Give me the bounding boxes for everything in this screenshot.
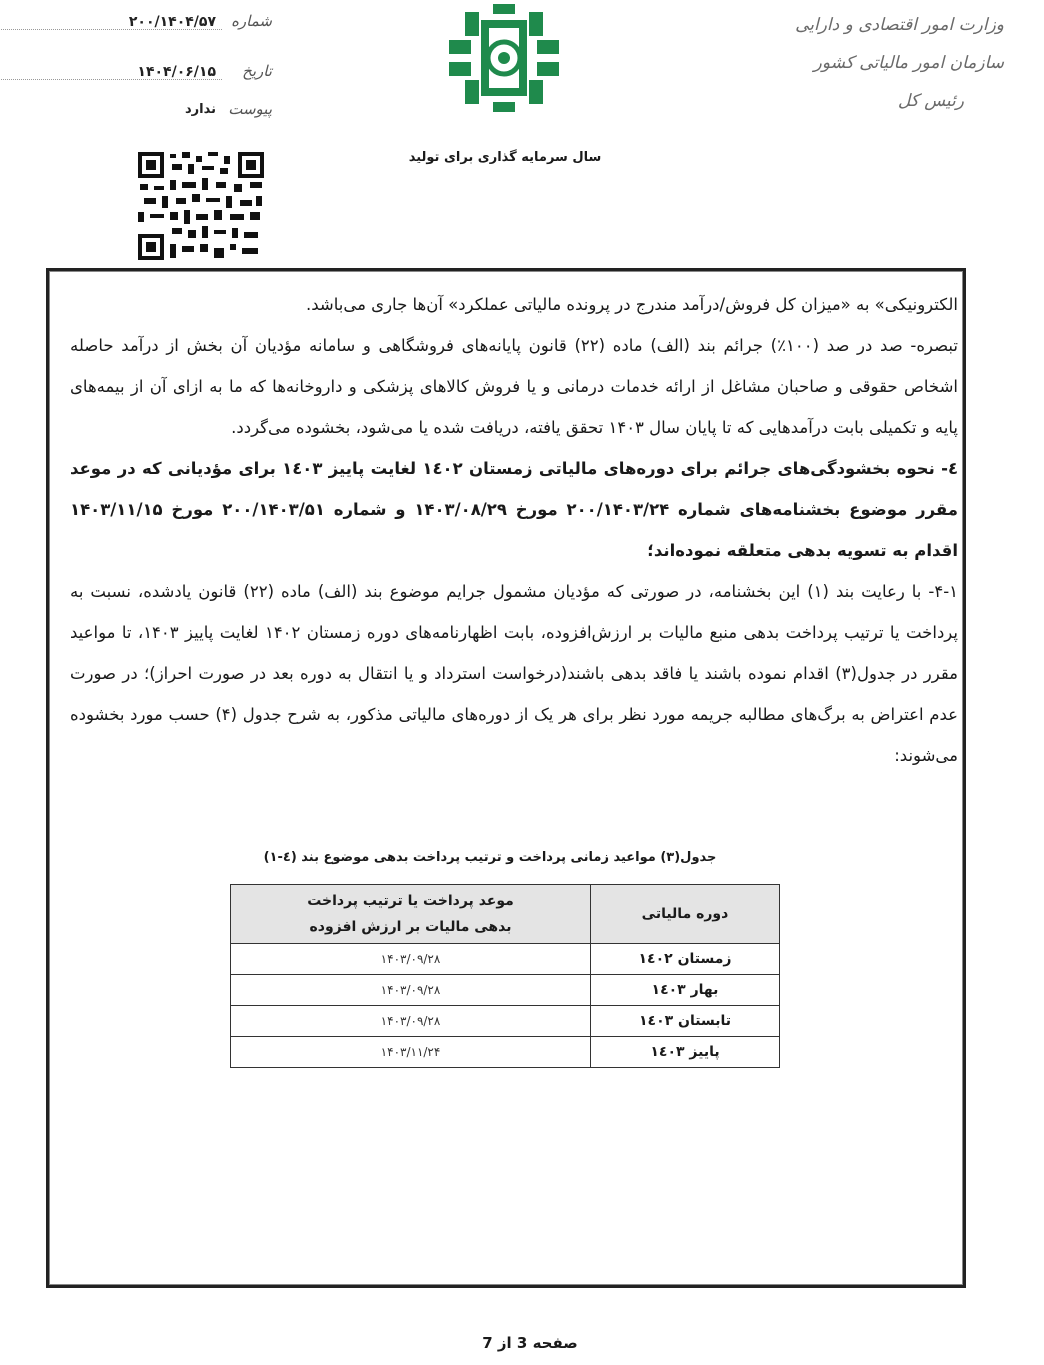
page-number: صفحه 3 از 7 [482,1334,578,1352]
header-deadline [231,885,591,944]
header-period: دوره مالیاتی [591,885,780,944]
organization-line: سازمان امور مالیاتی کشور [813,53,1004,73]
cell-period: تابستان ١٤٠٣ [591,1006,780,1037]
dotted-line [0,79,222,80]
cell-date: ١۴٠٣/١١/٢۴ [231,1037,591,1068]
table-header-row [231,885,780,944]
cell-date: ١۴٠٣/٠٩/٢٨ [231,944,591,975]
ministry-header [764,6,1004,120]
attachment-label: پیوست [228,100,272,118]
table-row [231,1037,780,1068]
cell-period: بهار ١٤٠٣ [591,975,780,1006]
qr-code [136,150,266,262]
date-value: ۱۴۰۴/۰۶/۱۵ [137,64,216,80]
cell-date: ١۴٠٣/٠٩/٢٨ [231,975,591,1006]
paragraph-continuation: الکترونیکی» به «میزان کل فروش/درآمد مندرج در پرونده مالیاتی عملکرد» آن‌ها جاری می‌باشد. [305,295,958,314]
year-slogan: سال سرمایه گذاری برای تولید [408,150,602,165]
table-row [231,944,780,975]
attachment-value: ندارد [184,102,216,117]
letter-date-row [72,62,272,84]
paragraph-section-4: ٤- نحوه بخشودگی‌های جرائم برای دوره‌های مالیاتی زمستان ١٤٠٢ لغایت پاییز ١٤٠٣ برای مؤدیانی که در موعد مقرر موضوع بخشنامه‌های شماره ۲۰۰/۱۴۰۳/۲۴ مورخ ۱۴۰۳/۰۸/۲۹ و شماره ۲۰۰/۱۴۰۳/۵۱ مورخ ۱۴۰۳/۱۱/۱۵ اقدام به تسویه بدهی متعلقه نموده‌اند؛ [70,459,959,560]
dotted-line [0,29,222,30]
header-deadline-text: موعد پرداخت یا ترتیب پرداخت بدهی مالیات بر ارزش افزوده [307,893,514,935]
paragraph-section-4-1: ۴-۱- با رعایت بند (۱) این بخشنامه، در صورتی که مؤدیان مشمول جرایم موضوع بند (الف) ماده (۲۲) قانون یادشده، نسبت به پرداخت یا ترتیب پرداخت بدهی منبع مالیات بر ارزش‌افزوده، بابت اظهارنامه‌های دوره زمستان ۱۴۰۲ لغایت پاییز ۱۴۰۳، تا مواعید مقرر در جدول(۳) اقدام نموده باشند یا فاقد بدهی باشند(درخواست استرداد و یا انتقال به دوره بعد در صورت احراز)؛ در صورت عدم اعتراض به برگ‌های مطالبه جریمه مورد نظر برای هر یک از دوره‌های مالیاتی مذکور، به شرح جدول (۴) حسب مورد بخشوده می‌شوند: [70,582,959,765]
paragraph-note: تبصره- صد در صد (۱۰۰٪) جرائم بند (الف) ماده (۲۲) قانون پایانه‌های فروشگاهی و سامانه مؤدیان آن بخش از درآمد حاصله اشخاص حقوقی و صاحبان مشاغل از ارائه خدمات درمانی و یا فروش کالاهای پزشکی و داروخانه‌ها که ما به ازای آن از بیمه‌های پایه و تکمیلی بابت درآمدهایی که تا پایان سال ۱۴۰۳ تحقق یافته، دریافت شده یا می‌شود، بخشوده می‌گردد. [70,336,958,437]
number-label: شماره [231,12,272,30]
cell-period: پاییز ١٤٠٣ [591,1037,780,1068]
table-row [231,1006,780,1037]
number-value: ۲۰۰/۱۴۰۴/۵۷ [128,14,216,30]
cell-date: ١۴٠٣/٠٩/٢٨ [231,1006,591,1037]
letter-number-row [72,12,272,34]
signatory-line: رئیس کل [897,91,964,111]
date-label: تاریخ [242,62,272,80]
table-row [231,975,780,1006]
letter-attachment-row [72,100,272,122]
table-caption: جدول(۳) مواعید زمانی پرداخت و ترتیب پرداخت بدهی موضوع بند (٤-١) [263,850,717,865]
document-body [70,284,958,776]
cell-period: زمستان ١٤٠٢ [591,944,780,975]
deadline-table [230,884,780,1068]
tax-organization-logo [445,2,563,114]
ministry-line: وزارت امور اقتصادی و دارایی [795,15,1004,35]
